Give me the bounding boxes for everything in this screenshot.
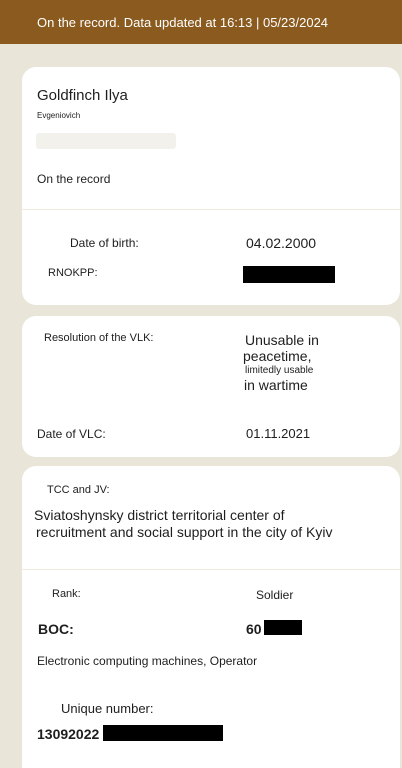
vlk-line-4: in wartime xyxy=(244,377,308,393)
boc-label: BOC: xyxy=(38,621,74,637)
specialty: Electronic computing machines, Operator xyxy=(37,654,258,668)
unique-number-value: 13092022 xyxy=(37,726,100,742)
person-patronymic: Evgeniovich xyxy=(37,111,81,120)
vlk-label: Resolution of the VLK: xyxy=(44,332,154,344)
redacted-unique-number xyxy=(103,725,223,741)
blurred-field xyxy=(36,133,176,149)
rank-value: Soldier xyxy=(256,588,294,602)
vlk-line-3: limitedly usable xyxy=(245,365,314,376)
redacted-boc xyxy=(264,620,302,635)
rnokpp-label: RNOKPP: xyxy=(48,267,98,279)
person-name: Goldfinch Ilya xyxy=(37,87,128,104)
status-header xyxy=(0,0,402,44)
status-text: On the record. Data updated at 16:13 | 05/23/2024 xyxy=(37,15,329,30)
service-card xyxy=(22,466,400,768)
vlk-line-1: Unusable in xyxy=(245,332,319,348)
personal-info-card xyxy=(22,67,400,305)
divider xyxy=(22,569,400,570)
birth-date-value: 04.02.2000 xyxy=(246,235,317,251)
tcc-line-2: recruitment and social support in the city of Kyiv xyxy=(36,524,333,540)
boc-value: 60 xyxy=(246,621,262,637)
record-status: On the record xyxy=(37,172,111,186)
birth-date-label: Date of birth: xyxy=(70,236,139,250)
vlk-line-2: peacetime, xyxy=(243,348,312,364)
vlc-date-value: 01.11.2021 xyxy=(246,426,311,441)
vlc-date-label: Date of VLC: xyxy=(37,427,106,441)
tcc-label: TCC and JV: xyxy=(47,484,110,496)
rank-label: Rank: xyxy=(52,588,81,600)
tcc-line-1: Sviatoshynsky district territorial center of xyxy=(34,507,285,523)
vlk-card xyxy=(22,316,400,457)
divider xyxy=(22,209,400,210)
unique-number-label: Unique number: xyxy=(61,701,154,716)
redacted-rnokpp xyxy=(243,266,335,283)
